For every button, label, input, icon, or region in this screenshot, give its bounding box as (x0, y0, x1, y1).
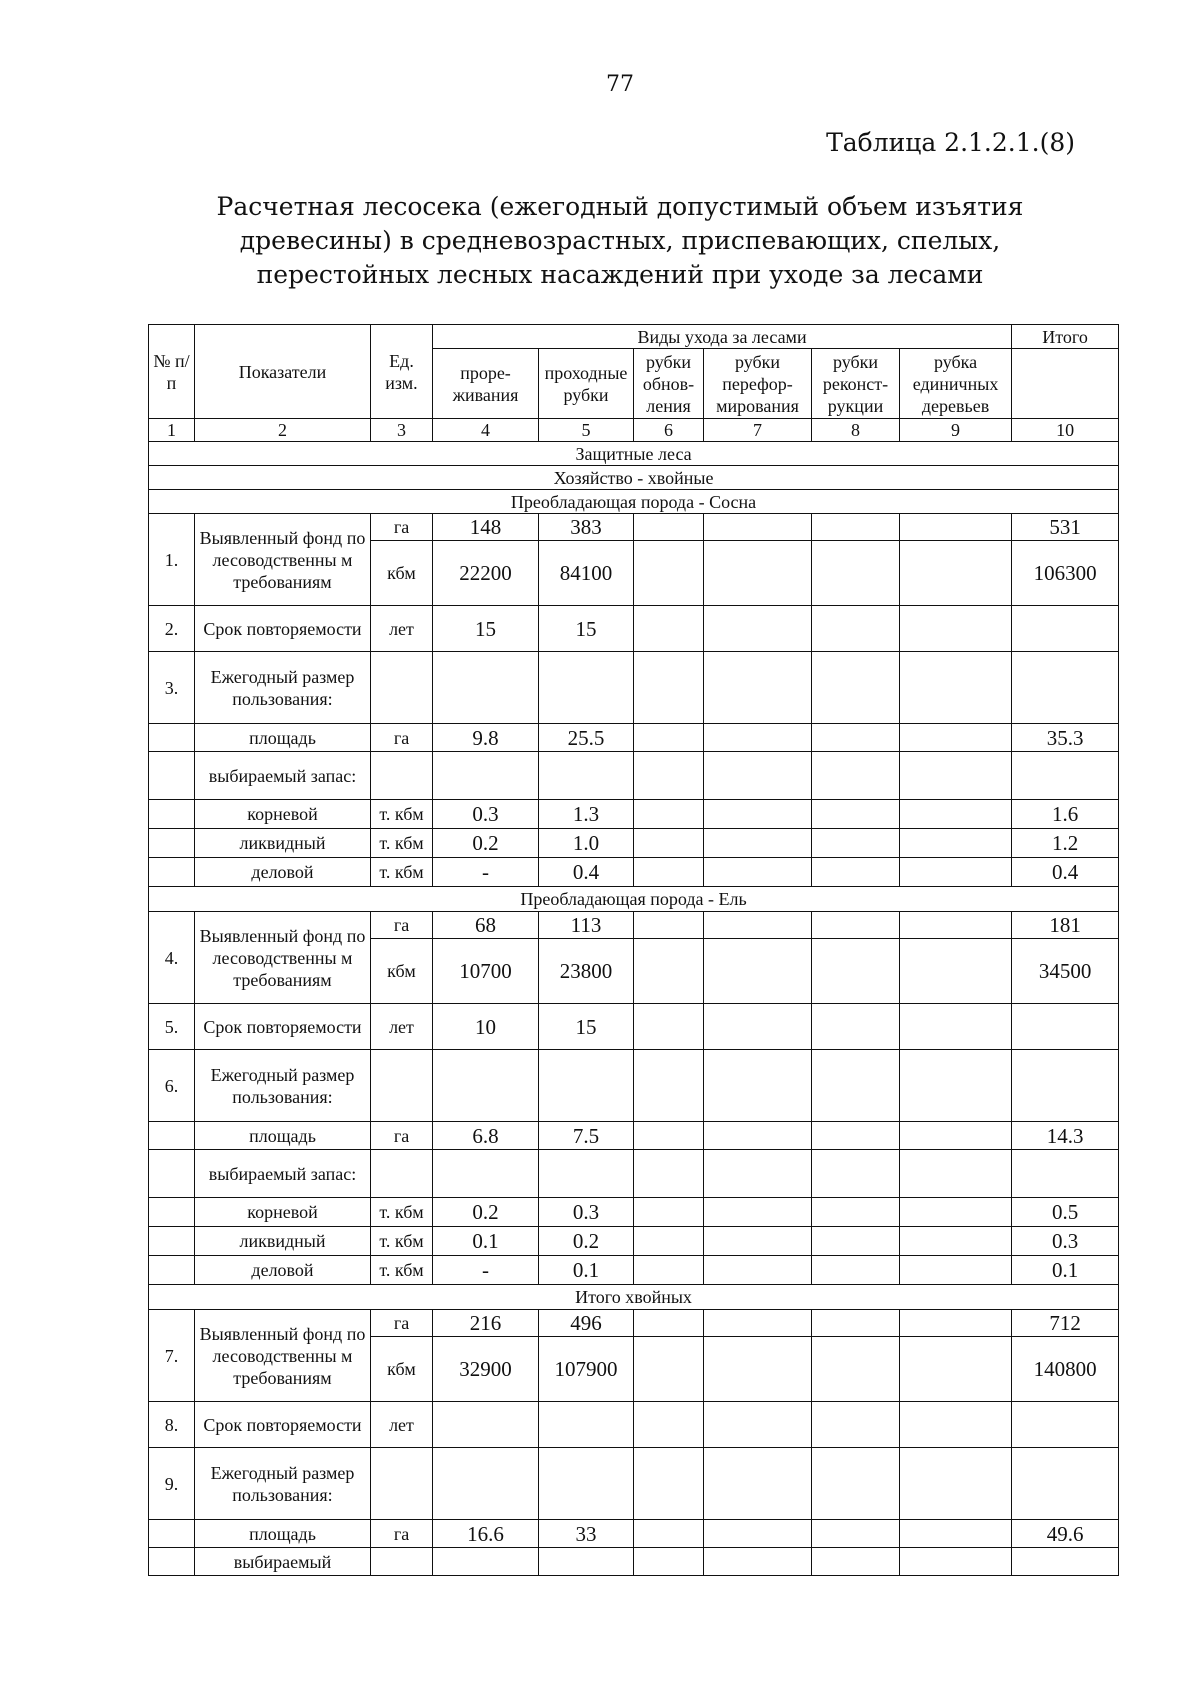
empty-cell (900, 800, 1012, 829)
empty-cell (704, 541, 812, 606)
unit-cell: га (371, 724, 433, 752)
empty-cell (900, 1548, 1012, 1576)
column-number: 2 (195, 419, 371, 442)
empty-cell (371, 1150, 433, 1198)
empty-cell (812, 514, 900, 541)
value-cell: - (433, 858, 539, 887)
column-numbers-row (149, 419, 1119, 442)
table-row (149, 829, 1119, 858)
empty-cell (634, 912, 704, 939)
empty-cell (149, 1520, 195, 1548)
unit-cell: га (371, 1520, 433, 1548)
empty-cell (634, 1337, 704, 1402)
value-cell: 16.6 (433, 1520, 539, 1548)
header-indicators: Показатели (195, 325, 371, 419)
empty-cell (433, 652, 539, 724)
value-cell: 1.3 (539, 800, 634, 829)
indicator-label: ликвидный (195, 829, 371, 858)
empty-cell (900, 1520, 1012, 1548)
empty-cell (812, 1227, 900, 1256)
unit-cell: т. кбм (371, 829, 433, 858)
header-single-tree-cutting: рубка единичных деревьев (900, 349, 1012, 419)
value-cell: 148 (433, 514, 539, 541)
empty-cell (704, 652, 812, 724)
total-cell: 1.6 (1012, 800, 1119, 829)
empty-cell (900, 606, 1012, 652)
empty-cell (433, 1402, 539, 1448)
table-row (149, 1198, 1119, 1227)
value-cell: 496 (539, 1310, 634, 1337)
header-total: Итого (1012, 325, 1119, 349)
empty-cell (149, 1150, 195, 1198)
indicator-label: Ежегодный размер пользования: (195, 652, 371, 724)
empty-cell (900, 1004, 1012, 1050)
value-cell: 0.3 (433, 800, 539, 829)
unit-cell: т. кбм (371, 800, 433, 829)
table-row (149, 1050, 1119, 1122)
total-cell: 0.4 (1012, 858, 1119, 887)
empty-cell (812, 829, 900, 858)
section-heading: Преобладающая порода - Ель (149, 887, 1119, 912)
total-cell: 35.3 (1012, 724, 1119, 752)
column-number: 6 (634, 419, 704, 442)
empty-cell (900, 1050, 1012, 1122)
indicator-label: Срок повторяемости (195, 1004, 371, 1050)
indicator-label: выбираемый (195, 1548, 371, 1576)
header-reconstruction-cutting: рубки реконст-рукции (812, 349, 900, 419)
row-number: 7. (149, 1310, 195, 1402)
column-number: 8 (812, 419, 900, 442)
empty-cell (900, 1227, 1012, 1256)
empty-cell (433, 752, 539, 800)
empty-cell (812, 1448, 900, 1520)
empty-cell (812, 1402, 900, 1448)
section-heading: Преобладающая порода - Сосна (149, 490, 1119, 514)
empty-cell (371, 1448, 433, 1520)
indicator-label: площадь (195, 724, 371, 752)
empty-cell (812, 1520, 900, 1548)
header-renewal-cutting: рубки обнов-ления (634, 349, 704, 419)
empty-cell (149, 1122, 195, 1150)
column-number: 10 (1012, 419, 1119, 442)
empty-cell (634, 1310, 704, 1337)
unit-cell: т. кбм (371, 1198, 433, 1227)
unit-cell: лет (371, 1004, 433, 1050)
indicator-label: деловой (195, 858, 371, 887)
value-cell: 1.0 (539, 829, 634, 858)
empty-cell (371, 1050, 433, 1122)
table-row (149, 752, 1119, 800)
total-cell: 0.1 (1012, 1256, 1119, 1285)
indicator-label: площадь (195, 1122, 371, 1150)
header-care-types: Виды ухода за лесами (433, 325, 1012, 349)
empty-cell (900, 829, 1012, 858)
empty-cell (371, 652, 433, 724)
empty-cell (149, 1198, 195, 1227)
empty-cell (704, 1150, 812, 1198)
empty-cell (704, 1004, 812, 1050)
unit-cell: лет (371, 606, 433, 652)
unit-cell: лет (371, 1402, 433, 1448)
row-number: 3. (149, 652, 195, 724)
total-cell: 181 (1012, 912, 1119, 939)
empty-cell (1012, 1150, 1119, 1198)
total-cell: 712 (1012, 1310, 1119, 1337)
unit-cell: т. кбм (371, 858, 433, 887)
value-cell: 0.3 (539, 1198, 634, 1227)
column-number: 4 (433, 419, 539, 442)
empty-cell (634, 829, 704, 858)
column-number: 9 (900, 419, 1012, 442)
empty-cell (704, 1198, 812, 1227)
value-cell: 23800 (539, 939, 634, 1004)
row-number: 1. (149, 514, 195, 606)
indicator-label: Выявленный фонд по лесоводственны м требованиям (195, 912, 371, 1004)
empty-cell (812, 541, 900, 606)
table-row (149, 1256, 1119, 1285)
empty-cell (149, 1227, 195, 1256)
header-no: № п/п (149, 325, 195, 419)
unit-cell: кбм (371, 939, 433, 1004)
empty-cell (900, 1310, 1012, 1337)
empty-cell (371, 1548, 433, 1576)
unit-cell: га (371, 514, 433, 541)
indicator-label: выбираемый запас: (195, 1150, 371, 1198)
column-number: 3 (371, 419, 433, 442)
empty-cell (812, 1337, 900, 1402)
value-cell: 113 (539, 912, 634, 939)
value-cell: 10700 (433, 939, 539, 1004)
total-cell: 0.5 (1012, 1198, 1119, 1227)
value-cell: 0.2 (539, 1227, 634, 1256)
value-cell: - (433, 1256, 539, 1285)
empty-cell (1012, 1050, 1119, 1122)
total-cell: 34500 (1012, 939, 1119, 1004)
empty-cell (812, 724, 900, 752)
header-row (149, 325, 1119, 349)
empty-cell (634, 752, 704, 800)
value-cell: 6.8 (433, 1122, 539, 1150)
total-cell: 531 (1012, 514, 1119, 541)
empty-cell (539, 1150, 634, 1198)
unit-cell: га (371, 1310, 433, 1337)
empty-cell (634, 1227, 704, 1256)
empty-cell (812, 1256, 900, 1285)
indicator-label: Ежегодный размер пользования: (195, 1050, 371, 1122)
table-label: Таблица 2.1.2.1.(8) (826, 128, 1075, 157)
header-thinning: проре-живания (433, 349, 539, 419)
empty-cell (149, 800, 195, 829)
unit-cell: га (371, 912, 433, 939)
empty-cell (634, 939, 704, 1004)
value-cell: 0.2 (433, 829, 539, 858)
empty-cell (149, 1256, 195, 1285)
section-heading: Защитные леса (149, 442, 1119, 466)
indicator-label: корневой (195, 800, 371, 829)
empty-cell (634, 541, 704, 606)
empty-cell (900, 652, 1012, 724)
empty-cell (812, 1310, 900, 1337)
value-cell: 68 (433, 912, 539, 939)
header-total-empty (1012, 349, 1119, 419)
total-cell: 140800 (1012, 1337, 1119, 1402)
empty-cell (704, 912, 812, 939)
empty-cell (704, 1520, 812, 1548)
empty-cell (539, 1548, 634, 1576)
total-cell: 14.3 (1012, 1122, 1119, 1150)
row-number: 4. (149, 912, 195, 1004)
value-cell: 10 (433, 1004, 539, 1050)
value-cell: 0.2 (433, 1198, 539, 1227)
empty-cell (539, 1448, 634, 1520)
empty-cell (149, 829, 195, 858)
empty-cell (704, 1337, 812, 1402)
value-cell: 22200 (433, 541, 539, 606)
table-row (149, 1122, 1119, 1150)
empty-cell (812, 1050, 900, 1122)
empty-cell (634, 1004, 704, 1050)
empty-cell (704, 939, 812, 1004)
table-row (149, 858, 1119, 887)
empty-cell (900, 858, 1012, 887)
value-cell: 0.1 (433, 1227, 539, 1256)
empty-cell (900, 541, 1012, 606)
empty-cell (634, 606, 704, 652)
empty-cell (900, 939, 1012, 1004)
empty-cell (634, 1448, 704, 1520)
total-cell: 0.3 (1012, 1227, 1119, 1256)
row-number: 6. (149, 1050, 195, 1122)
empty-cell (634, 800, 704, 829)
empty-cell (900, 514, 1012, 541)
indicator-label: Выявленный фонд по лесоводственны м требованиям (195, 1310, 371, 1402)
value-cell: 15 (539, 1004, 634, 1050)
empty-cell (900, 1448, 1012, 1520)
empty-cell (1012, 1004, 1119, 1050)
table-title: Расчетная лесосека (ежегодный допустимый объем изъятия древесины) в средневозрастных, приспевающих, спелых, перестойных лесных насаждений при уходе за лесами (216, 192, 1024, 289)
empty-cell (634, 858, 704, 887)
empty-cell (812, 939, 900, 1004)
empty-cell (634, 1198, 704, 1227)
table-row (149, 1548, 1119, 1576)
indicator-label: выбираемый запас: (195, 752, 371, 800)
row-number: 9. (149, 1448, 195, 1520)
total-cell: 49.6 (1012, 1520, 1119, 1548)
indicator-label: Срок повторяемости (195, 1402, 371, 1448)
empty-cell (704, 1448, 812, 1520)
empty-cell (149, 1548, 195, 1576)
column-number: 7 (704, 419, 812, 442)
indicator-label: Ежегодный размер пользования: (195, 1448, 371, 1520)
unit-cell: т. кбм (371, 1227, 433, 1256)
indicator-label: Выявленный фонд по лесоводственны м требованиям (195, 514, 371, 606)
indicator-label: корневой (195, 1198, 371, 1227)
empty-cell (634, 1150, 704, 1198)
indicator-label: деловой (195, 1256, 371, 1285)
header-passage-cutting: проходные рубки (539, 349, 634, 419)
value-cell: 15 (433, 606, 539, 652)
value-cell: 7.5 (539, 1122, 634, 1150)
section-heading: Хозяйство - хвойные (149, 466, 1119, 490)
empty-cell (900, 1122, 1012, 1150)
empty-cell (704, 606, 812, 652)
table-row (149, 1150, 1119, 1198)
empty-cell (900, 724, 1012, 752)
logging-table (148, 324, 1119, 1576)
empty-cell (900, 752, 1012, 800)
empty-cell (812, 1548, 900, 1576)
table-row (149, 912, 1119, 939)
value-cell: 383 (539, 514, 634, 541)
empty-cell (634, 1548, 704, 1576)
table-row (149, 652, 1119, 724)
empty-cell (1012, 752, 1119, 800)
column-number: 5 (539, 419, 634, 442)
empty-cell (433, 1150, 539, 1198)
table-row (149, 1227, 1119, 1256)
empty-cell (900, 1256, 1012, 1285)
value-cell: 33 (539, 1520, 634, 1548)
empty-cell (634, 1050, 704, 1122)
indicator-label: Срок повторяемости (195, 606, 371, 652)
empty-cell (433, 1548, 539, 1576)
row-number: 8. (149, 1402, 195, 1448)
table-row (149, 1520, 1119, 1548)
empty-cell (634, 1122, 704, 1150)
header-reforming-cutting: рубки перефор-мирования (704, 349, 812, 419)
empty-cell (539, 1050, 634, 1122)
empty-cell (634, 1256, 704, 1285)
section-heading: Итого хвойных (149, 1285, 1119, 1310)
empty-cell (433, 1050, 539, 1122)
empty-cell (900, 1198, 1012, 1227)
empty-cell (1012, 1448, 1119, 1520)
empty-cell (371, 752, 433, 800)
empty-cell (704, 1256, 812, 1285)
empty-cell (149, 724, 195, 752)
empty-cell (812, 652, 900, 724)
empty-cell (704, 1310, 812, 1337)
empty-cell (704, 829, 812, 858)
empty-cell (900, 912, 1012, 939)
column-number: 1 (149, 419, 195, 442)
empty-cell (1012, 606, 1119, 652)
empty-cell (704, 1548, 812, 1576)
empty-cell (704, 1050, 812, 1122)
empty-cell (812, 1198, 900, 1227)
empty-cell (634, 724, 704, 752)
empty-cell (539, 752, 634, 800)
empty-cell (812, 1122, 900, 1150)
table-row (149, 1004, 1119, 1050)
empty-cell (900, 1150, 1012, 1198)
empty-cell (1012, 1402, 1119, 1448)
empty-cell (812, 606, 900, 652)
empty-cell (812, 752, 900, 800)
total-cell: 1.2 (1012, 829, 1119, 858)
unit-cell: кбм (371, 541, 433, 606)
value-cell: 25.5 (539, 724, 634, 752)
empty-cell (812, 858, 900, 887)
empty-cell (634, 514, 704, 541)
empty-cell (812, 800, 900, 829)
table-row (149, 1402, 1119, 1448)
empty-cell (634, 1520, 704, 1548)
unit-cell: т. кбм (371, 1256, 433, 1285)
empty-cell (704, 1122, 812, 1150)
indicator-label: площадь (195, 1520, 371, 1548)
table-row (149, 1310, 1119, 1337)
value-cell: 32900 (433, 1337, 539, 1402)
value-cell: 9.8 (433, 724, 539, 752)
empty-cell (1012, 1548, 1119, 1576)
empty-cell (539, 1402, 634, 1448)
unit-cell: кбм (371, 1337, 433, 1402)
empty-cell (812, 1150, 900, 1198)
value-cell: 15 (539, 606, 634, 652)
empty-cell (1012, 652, 1119, 724)
empty-cell (704, 800, 812, 829)
value-cell: 0.4 (539, 858, 634, 887)
empty-cell (704, 724, 812, 752)
empty-cell (900, 1337, 1012, 1402)
empty-cell (704, 514, 812, 541)
empty-cell (704, 1227, 812, 1256)
empty-cell (704, 752, 812, 800)
value-cell: 107900 (539, 1337, 634, 1402)
value-cell: 84100 (539, 541, 634, 606)
row-number: 2. (149, 606, 195, 652)
value-cell: 0.1 (539, 1256, 634, 1285)
page-number: 77 (606, 72, 634, 97)
empty-cell (433, 1448, 539, 1520)
total-cell: 106300 (1012, 541, 1119, 606)
table-row (149, 724, 1119, 752)
table-row (149, 514, 1119, 541)
empty-cell (634, 652, 704, 724)
unit-cell: га (371, 1122, 433, 1150)
empty-cell (539, 652, 634, 724)
empty-cell (812, 912, 900, 939)
header-unit: Ед. изм. (371, 325, 433, 419)
table-row (149, 606, 1119, 652)
table-row (149, 1448, 1119, 1520)
empty-cell (704, 1402, 812, 1448)
empty-cell (812, 1004, 900, 1050)
empty-cell (149, 858, 195, 887)
empty-cell (634, 1402, 704, 1448)
table-row (149, 800, 1119, 829)
row-number: 5. (149, 1004, 195, 1050)
empty-cell (149, 752, 195, 800)
indicator-label: ликвидный (195, 1227, 371, 1256)
value-cell: 216 (433, 1310, 539, 1337)
empty-cell (704, 858, 812, 887)
empty-cell (900, 1402, 1012, 1448)
